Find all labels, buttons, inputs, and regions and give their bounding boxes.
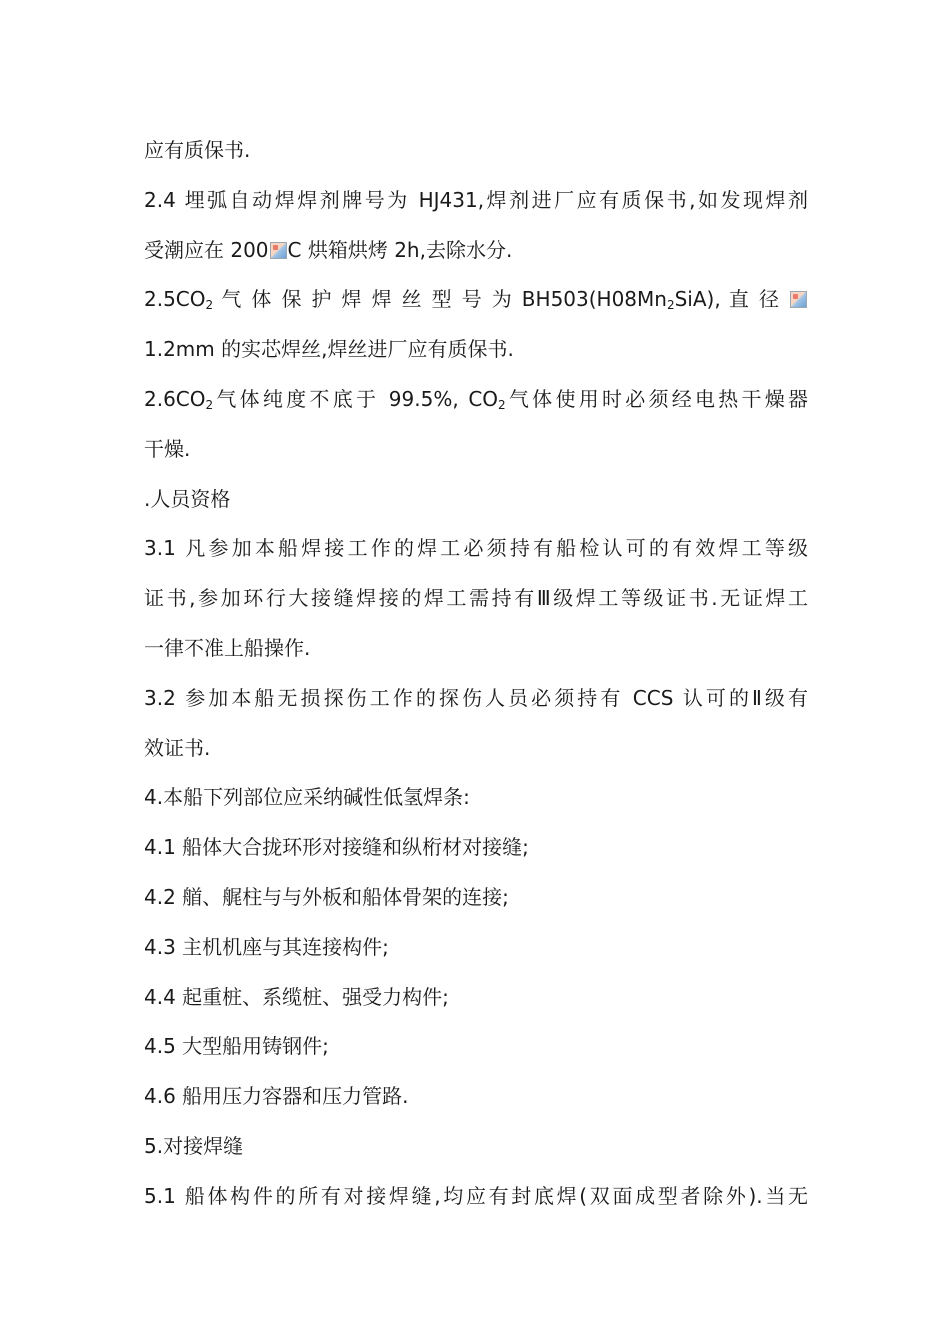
text-line: 2.4 埋弧自动焊焊剂牌号为 HJ431,焊剂进厂应有质保书,如发现焊剂 <box>144 187 808 212</box>
broken-image-icon <box>270 242 287 259</box>
text-line: 3.1 凡参加本船焊接工作的焊工必须持有船检认可的有效焊工等级 <box>144 536 808 561</box>
text-line <box>144 226 808 276</box>
list-item: 4.1 船体大合拢环形对接缝和纵桁材对接缝; <box>144 835 529 860</box>
list-item: 4.6 船用压力容器和压力管路. <box>144 1084 409 1109</box>
list-item: 4.2 艏、艉柱与与外板和船体骨架的连接; <box>144 884 509 909</box>
text-run: 气 体 保 护 焊 焊 丝 型 号 为 BH503(H08Mn <box>213 287 667 312</box>
text-run: 2.6CO <box>144 386 206 411</box>
list-item: 4.4 起重桩、系缆桩、强受力构件; <box>144 984 449 1009</box>
text-line <box>144 375 808 425</box>
text-run: 2.5CO <box>144 287 206 312</box>
text-run: 气体使用时必须经电热干燥器 <box>505 386 808 411</box>
subscript: 2 <box>666 298 675 313</box>
text-line: 效证书. <box>144 735 211 760</box>
broken-image-icon <box>790 291 807 308</box>
subscript: 2 <box>205 397 214 412</box>
text-line: 3.2 参加本船无损探伤工作的探伤人员必须持有 CCS 认可的Ⅱ级有 <box>144 685 808 710</box>
section-heading: 4.本船下列部位应采纳碱性低氢焊条: <box>144 785 470 810</box>
text-line: 一律不准上船操作. <box>144 635 311 660</box>
subscript: 2 <box>498 397 506 412</box>
section-heading: .人员资格 <box>144 486 231 511</box>
text-run: C 烘箱烘烤 2h,去除水分. <box>287 237 513 262</box>
text-line: 5.1 船体构件的所有对接焊缝,均应有封底焊(双面成型者除外).当无 <box>144 1183 808 1208</box>
list-item: 4.3 主机机座与其连接构件; <box>144 934 389 959</box>
list-item: 4.5 大型船用铸钢件; <box>144 1034 329 1059</box>
subscript: 2 <box>205 298 214 313</box>
text-run: 气体纯度不底于 99.5%, CO <box>213 386 499 411</box>
section-heading: 5.对接焊缝 <box>144 1133 244 1158</box>
text-line: 应有质保书. <box>144 138 251 162</box>
text-line: 干燥. <box>144 436 191 461</box>
text-line: 证书,参加环行大接缝焊接的焊工需持有Ⅲ级焊工等级证书.无证焊工 <box>144 586 808 611</box>
text-run: SiA), 直 径 <box>674 287 789 312</box>
text-line <box>144 275 808 325</box>
document-body <box>144 126 808 1222</box>
text-line: 1.2mm 的实芯焊丝,焊丝进厂应有质保书. <box>144 337 514 362</box>
text-run: 受潮应在 200 <box>144 237 269 262</box>
